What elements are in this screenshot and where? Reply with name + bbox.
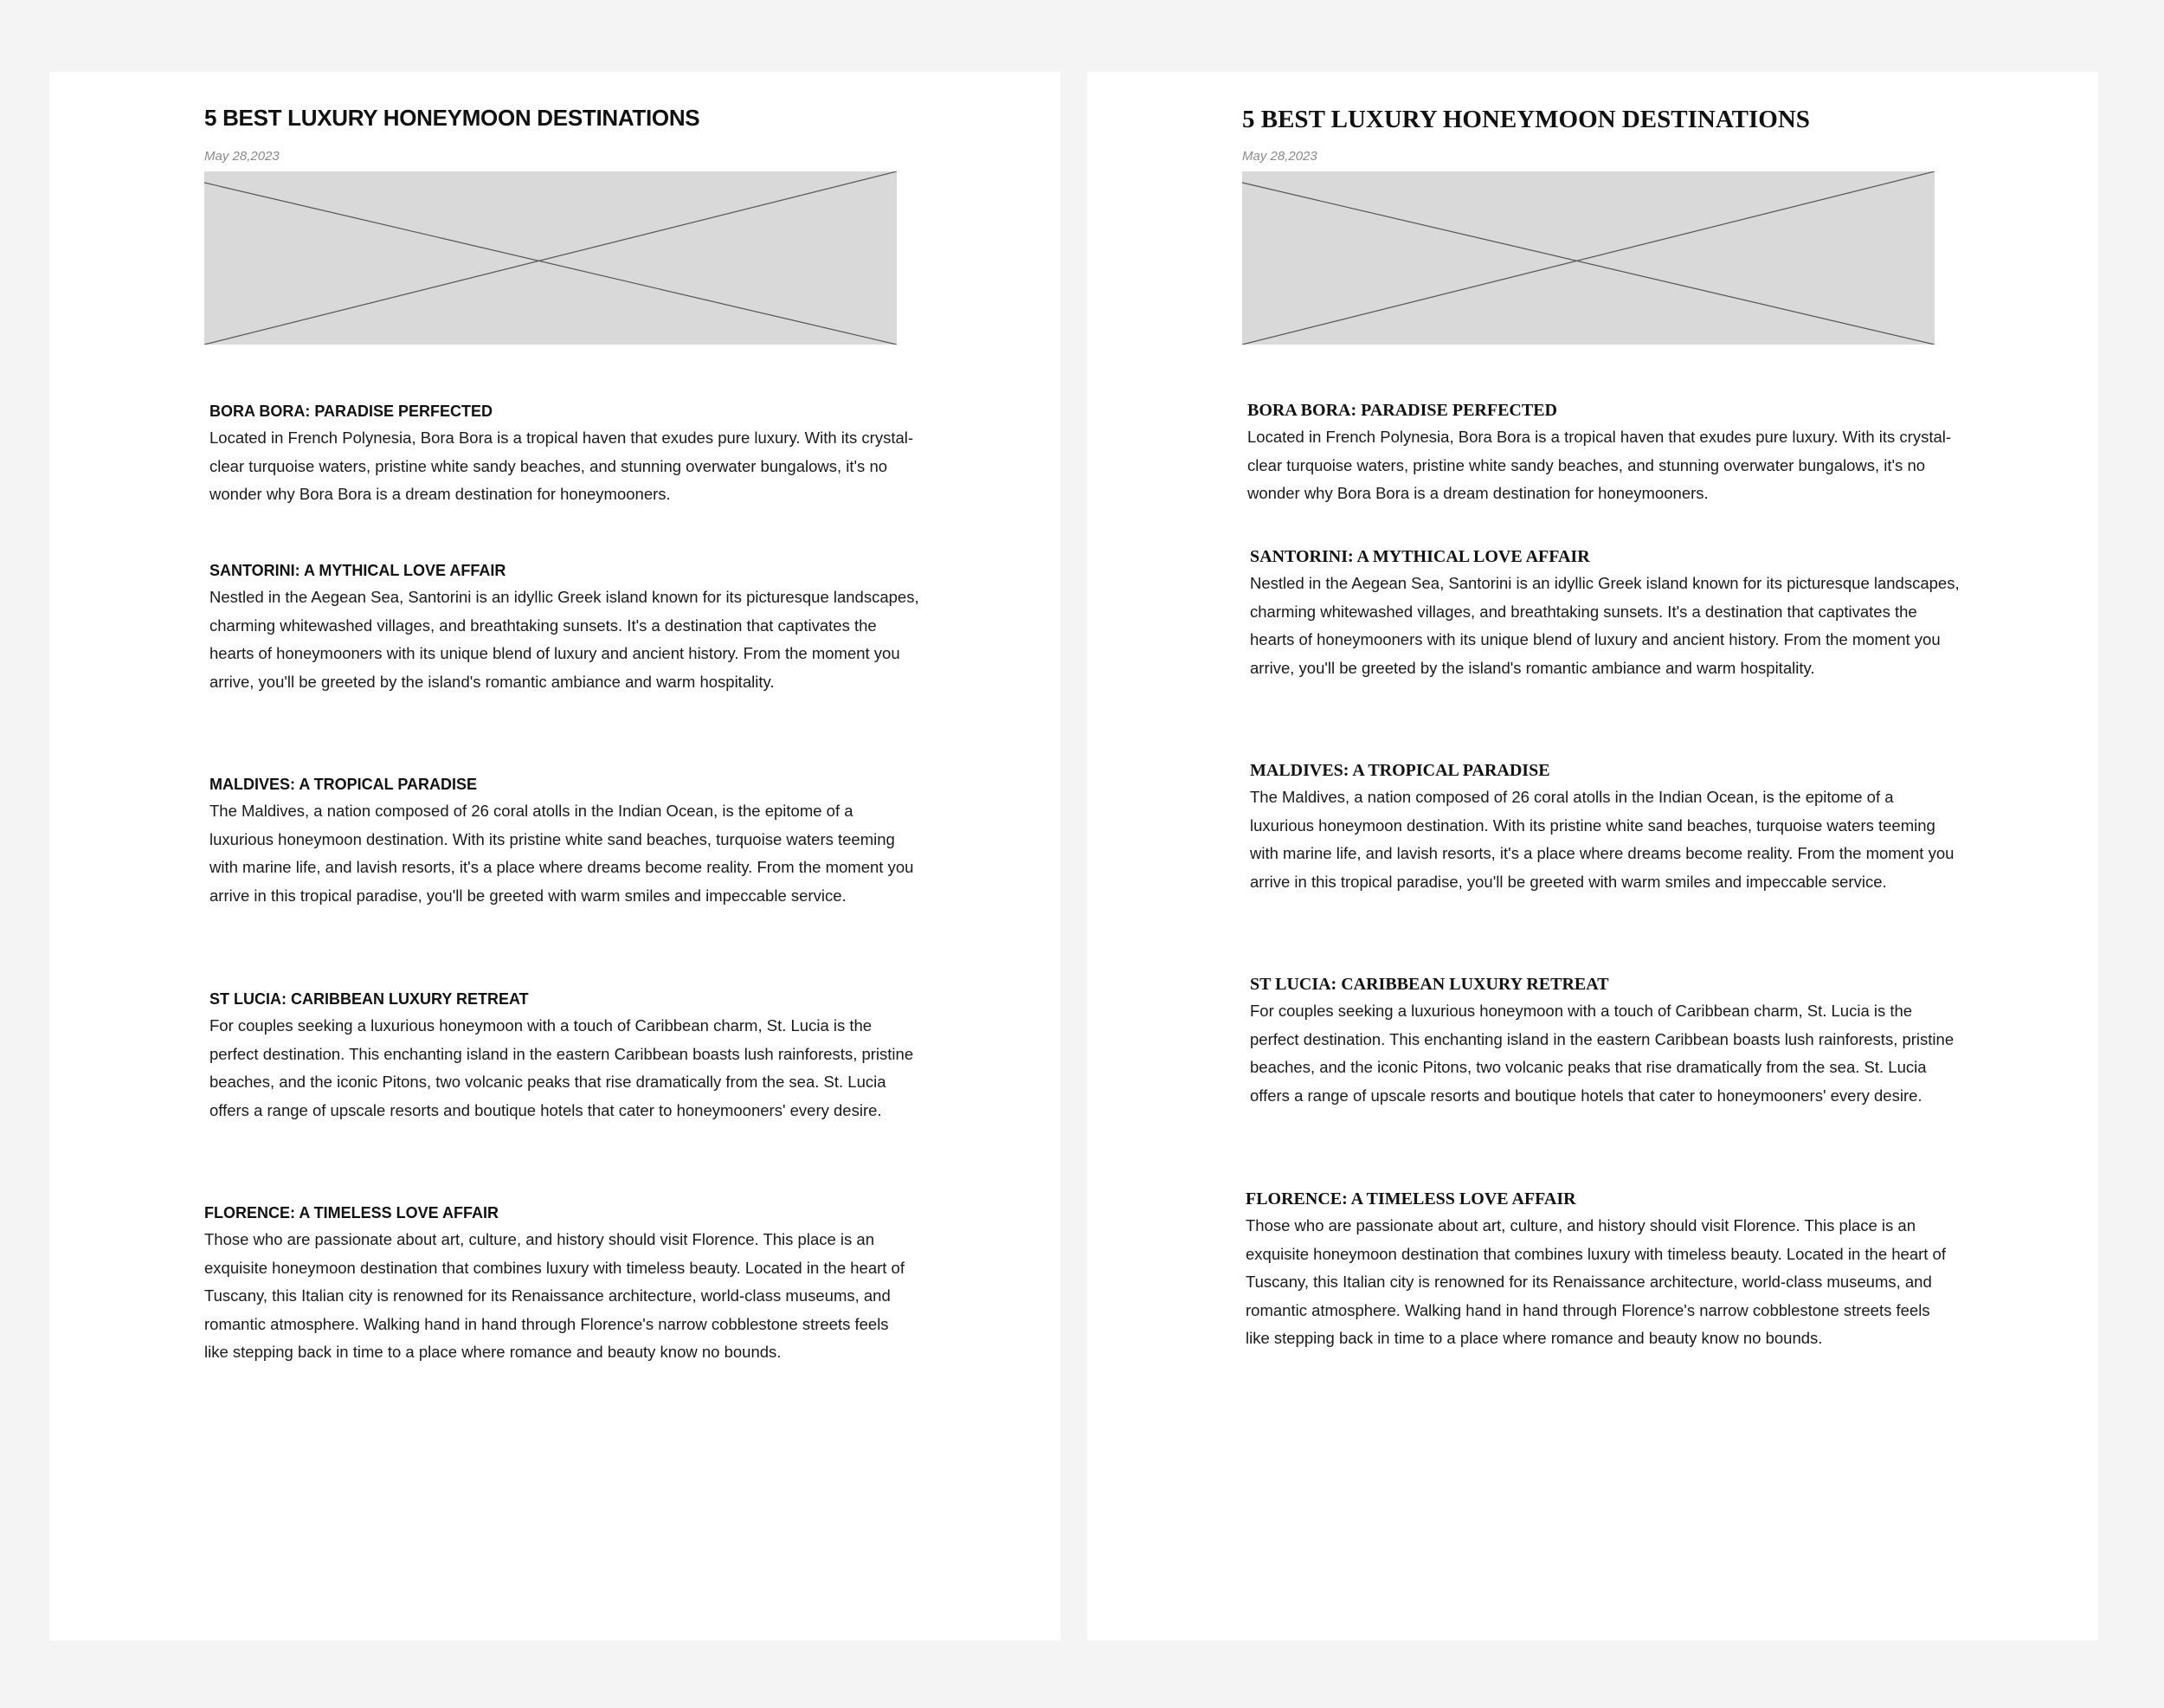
publish-date: May 28,2023 — [1242, 149, 1317, 164]
section-heading: BORA BORA: PARADISE PERFECTED — [209, 403, 493, 420]
section-florence — [204, 1202, 914, 1367]
section-heading: ST LUCIA: CARIBBEAN LUXURY RETREAT — [1250, 975, 1609, 994]
document-page-serif — [1087, 72, 2098, 1640]
document-page-sans — [49, 72, 1060, 1640]
section-maldives — [1250, 759, 1960, 896]
section-body: The Maldives, a nation composed of 26 coral atolls in the Indian Ocean, is the epitome of a luxurious honeymoon destination. With its pristine white sand beaches, turquoise waters teeming with marine life, and lavish resorts, it's a place where dreams become reality. From the moment you arrive in this tropical paradise, you'll be greeted with warm smiles and impeccable service. — [1250, 788, 1955, 891]
page-title: 5 BEST LUXURY HONEYMOON DESTINATIONS — [1242, 106, 1810, 133]
section-santorini — [209, 559, 919, 696]
section-body: Those who are passionate about art, culture, and history should visit Florence. This place is an exquisite honeymoon destination that combines luxury with timeless beauty. Located in the heart of Tuscany, this Italian city is renowned for its Renaissance architecture, world-class museums, and romantic atmosphere. Walking hand in hand through Florence's narrow cobblestone streets feels like stepping back in time to a place where romance and beauty know no bounds. — [1246, 1216, 1946, 1347]
section-heading: MALDIVES: A TROPICAL PARADISE — [1250, 761, 1550, 780]
section-body: Nestled in the Aegean Sea, Santorini is an idyllic Greek island known for its picturesque landscapes, charming whitewashed villages, and breathtaking sunsets. It's a destination that captivates the hearts of honeymooners with its unique blend of luxury and ancient history. From the moment you arrive, you'll be greeted by the island's romantic ambiance and warm hospitality. — [209, 588, 919, 691]
page-title: 5 BEST LUXURY HONEYMOON DESTINATIONS — [204, 105, 700, 131]
section-heading: FLORENCE: A TIMELESS LOVE AFFAIR — [204, 1204, 499, 1221]
image-placeholder-icon — [204, 171, 897, 345]
section-body: Nestled in the Aegean Sea, Santorini is an idyllic Greek island known for its picturesque landscapes, charming whitewashed villages, and breathtaking sunsets. It's a destination that captivates the hearts of honeymooners with its unique blend of luxury and ancient history. From the moment you arrive, you'll be greeted by the island's romantic ambiance and warm hospitality. — [1250, 574, 1960, 677]
section-heading: MALDIVES: A TROPICAL PARADISE — [209, 776, 478, 793]
section-st-lucia — [1250, 973, 1960, 1110]
section-body: Those who are passionate about art, culture, and history should visit Florence. This place is an exquisite honeymoon destination that combines luxury with timeless beauty. Located in the heart of Tuscany, this Italian city is renowned for its Renaissance architecture, world-class museums, and romantic atmosphere. Walking hand in hand through Florence's narrow cobblestone streets feels like stepping back in time to a place where romance and beauty know no bounds. — [204, 1230, 905, 1361]
section-heading: BORA BORA: PARADISE PERFECTED — [1247, 401, 1557, 420]
section-heading: SANTORINI: A MYTHICAL LOVE AFFAIR — [1250, 547, 1590, 566]
section-body: For couples seeking a luxurious honeymoon with a touch of Caribbean charm, St. Lucia is the perfect destination. This enchanting island in the eastern Caribbean boasts lush rainforests, pristine beaches, and the iconic Pitons, two volcanic peaks that rise dramatically from the sea. St. Lucia offers a range of upscale resorts and boutique hotels that cater to honeymooners' every desire. — [1250, 1002, 1955, 1105]
section-santorini — [1250, 545, 1960, 682]
section-heading: FLORENCE: A TIMELESS LOVE AFFAIR — [1246, 1189, 1576, 1208]
section-body: For couples seeking a luxurious honeymoon with a touch of Caribbean charm, St. Lucia is the perfect destination. This enchanting island in the eastern Caribbean boasts lush rainforests, pristine beaches, and the iconic Pitons, two volcanic peaks that rise dramatically from the sea. St. Lucia offers a range of upscale resorts and boutique hotels that cater to honeymooners' every desire. — [209, 1016, 914, 1119]
image-placeholder-icon — [1242, 171, 1935, 345]
section-heading: ST LUCIA: CARIBBEAN LUXURY RETREAT — [209, 990, 529, 1008]
publish-date: May 28,2023 — [204, 149, 280, 164]
section-body: Located in French Polynesia, Bora Bora is a tropical haven that exudes pure luxury. With its crystal-clear turquoise waters, pristine white sandy beaches, and stunning overwater bungalows, it's no wonder why Bora Bora is a dream destination for honeymooners. — [1247, 428, 1952, 502]
section-heading: SANTORINI: A MYTHICAL LOVE AFFAIR — [209, 562, 506, 579]
section-florence — [1246, 1188, 1955, 1353]
section-bora-bora — [209, 400, 919, 509]
section-bora-bora — [1247, 399, 1957, 508]
section-body: Located in French Polynesia, Bora Bora is a tropical haven that exudes pure luxury. With its crystal-clear turquoise waters, pristine white sandy beaches, and stunning overwater bungalows, it's no wonder why Bora Bora is a dream destination for honeymooners. — [209, 429, 914, 503]
section-body: The Maldives, a nation composed of 26 coral atolls in the Indian Ocean, is the epitome of a luxurious honeymoon destination. With its pristine white sand beaches, turquoise waters teeming with marine life, and lavish resorts, it's a place where dreams become reality. From the moment you arrive in this tropical paradise, you'll be greeted with warm smiles and impeccable service. — [209, 802, 914, 905]
section-maldives — [209, 773, 919, 910]
section-st-lucia — [209, 988, 919, 1125]
